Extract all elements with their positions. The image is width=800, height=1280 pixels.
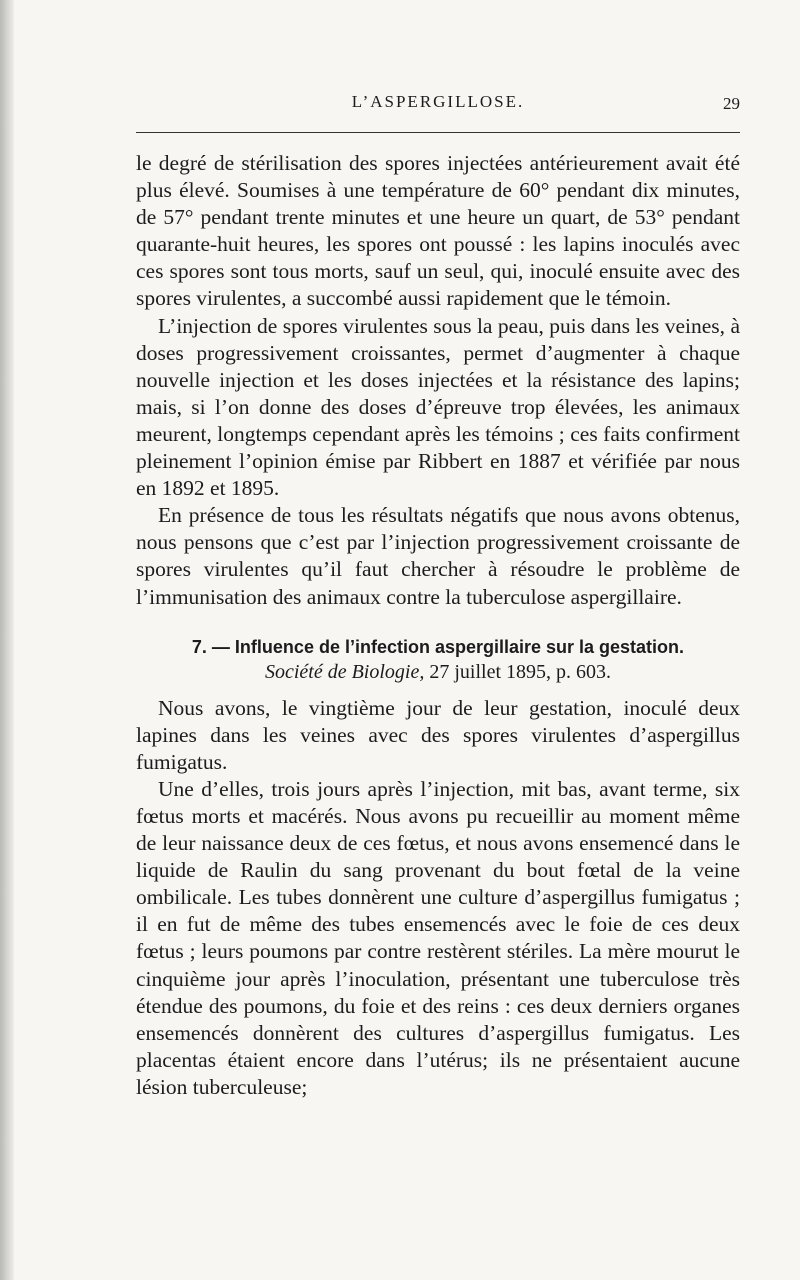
section-title: 7. — Influence de l’infection aspergillaire sur la gestation. xyxy=(191,636,685,657)
page-header xyxy=(136,88,740,118)
paragraph: L’injection de spores virulentes sous la peau, puis dans les veines, à doses progressivement croissantes, permet d’augmenter à chaque nouvelle injection et les doses injectées et la résistance des lapins; mais, si l’on donne des doses d’épreuve trop élevées, les animaux meurent, longtemps cependant après les témoins ; ces faits confirment pleinement l’opinion émise par Ribbert en 1887 et vérifiée par nous en 1892 et 1895. xyxy=(136,313,740,501)
source-journal: Société de Biologie, xyxy=(264,660,425,683)
paragraph: le degré de stérilisation des spores injectées antérieurement avait été plus élevé. Soumises à une température de 60° pendant dix minutes, de 57° pendant trente minutes et une heure un quart, de 53° pendant quarante-huit heures, les spores ont poussé : les lapins inoculés avec ces spores sont tous morts, sauf un seul, qui, inoculé ensuite avec des spores virulentes, a succombé aussi rapidement que le témoin. xyxy=(136,151,740,311)
paragraph: Une d’elles, trois jours après l’injection, mit bas, avant terme, six fœtus morts et macérés. Nous avons pu recueillir au moment même de leur naissance deux de ces fœtus, et nous avons ensemencé dans le liquide de Raulin du sang provenant du bout fœtal de la veine ombilicale. Les tubes donnèrent une culture d’aspergillus fumigatus ; il en fut de même des tubes ensemencés avec le foie de ces deux fœtus ; leurs poumons par contre restèrent stériles. La mère mourut le cinquième jour après l’inoculation, présentant une tuberculose très étendue des poumons, du foie et des reins : ces deux derniers organes ensemencés donnèrent des cultures d’aspergillus fumigatus. Les placentas étaient encore dans l’utérus; ils ne présentaient aucune lésion tuberculeuse; xyxy=(136,776,740,1099)
section-source xyxy=(136,659,740,685)
header-rule xyxy=(136,132,740,133)
page-number: 29 xyxy=(723,94,740,113)
paragraph: En présence de tous les résultats négatifs que nous avons obtenus, nous pensons que c’est par l’injection progressivement croissante de spores virulentes qu’il faut chercher à résoudre le problème de l’immunisation des animaux contre la tuberculose aspergillaire. xyxy=(136,503,740,609)
page-body xyxy=(136,150,740,1101)
running-title: L’ASPERGILLOSE. xyxy=(351,92,525,111)
paragraph: Nous avons, le vingtième jour de leur gestation, inoculé deux lapines dans les veines avec des spores virulentes d’aspergillus fumigatus. xyxy=(136,695,740,774)
page-gutter-shadow xyxy=(0,0,14,1280)
source-date: 27 juillet 1895, p. 603. xyxy=(424,660,612,683)
